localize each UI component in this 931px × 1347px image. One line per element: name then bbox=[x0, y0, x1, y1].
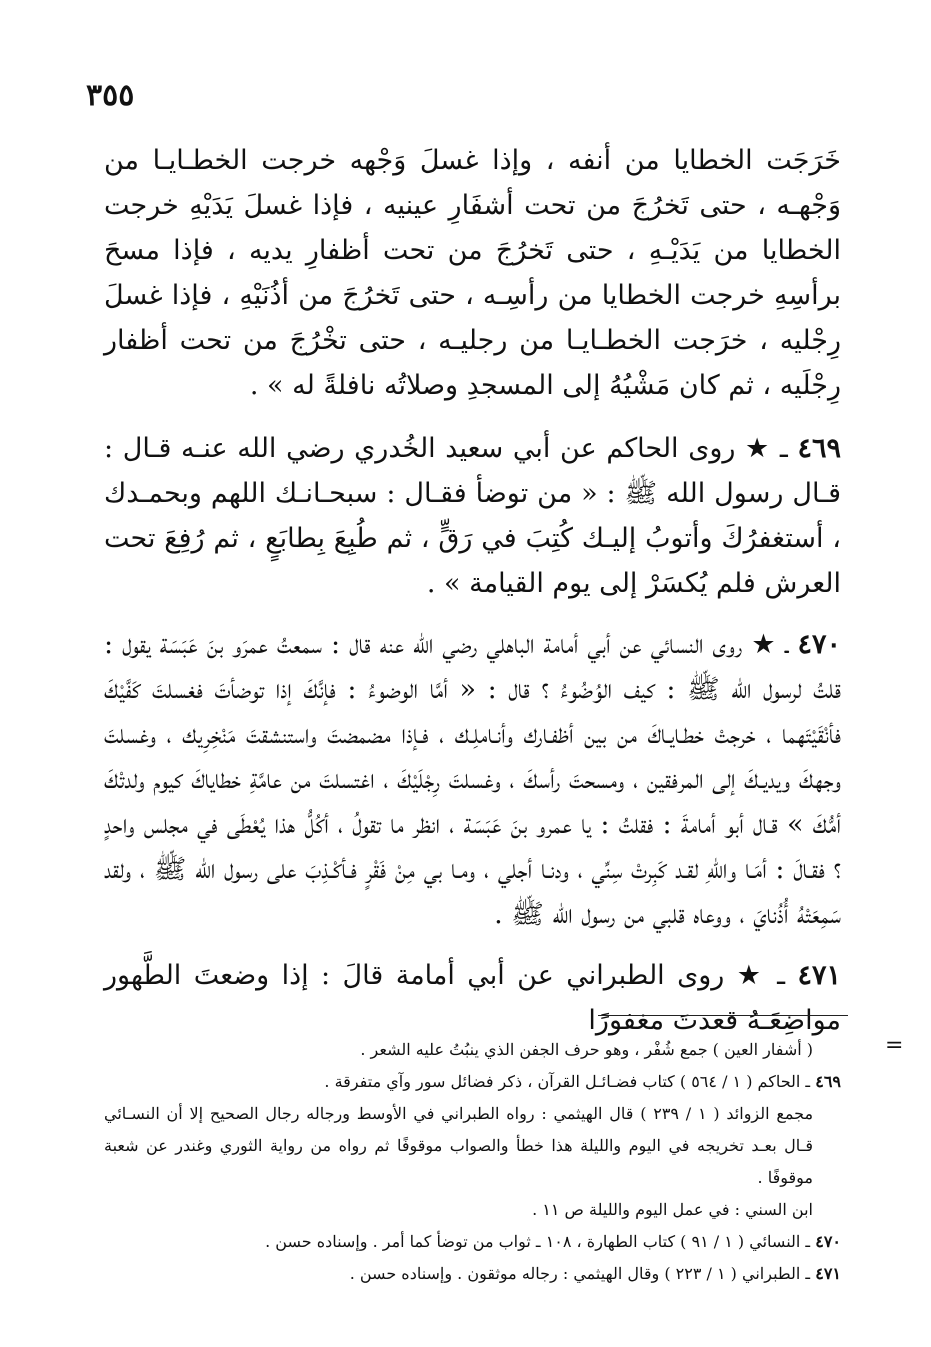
paragraph-continuation bbox=[104, 138, 841, 408]
page-number: ٣٥٥ bbox=[86, 78, 135, 113]
hadith-number: ٤٧١ bbox=[797, 960, 841, 991]
footnote bbox=[104, 1034, 841, 1066]
footnote bbox=[104, 1226, 841, 1258]
hadith-number: ٤٧٠ bbox=[797, 629, 841, 660]
paragraph-text: روى النسائي عن أبي أمامة الباهلي رضي الله عنه قال : سمعتُ عمرَو بنَ عَبَسَة يقول : قلتُ لرسول الله ﷺ : كيف الوُضُوءُ ؟ قال : « أمَّا الوضوءُ : فإنَّكَ إذا توضأتَ فغسلتَ كَفَّيْكَ فأنْقَيْتَهما ، خرجتْ خطـايـاكَ من بين أظفـارك وأنـاملِـك ، فـإذا مضمضتَ واستنشقتَ مَنْخِرِيك ، وغسلتَ وجهكَ ويديـكَ إلى المرفقين ، ومسحتَ رأسكَ ، وغسلتَ رِجْلَيْكَ ، اغتسلتَ من عامَّةِ خطاياكَ كيوم ولدتْكَ أمُّكَ » قـال أبو أمامةَ : فقلتُ : يا عمرو بنَ عَبَسَة ، انظر ما تقولُ ، أكُلُّ هذا يُعْطَى في مجلس واحدٍ ؟ فقـالَ : أمَـا واللهِ لقـد كَبِرتْ سِنِّي ، ودنـا أجلي ، ومـا بي مِنْ فَقْرٍ فـأكْـذِبَ على رسول الله ﷺ ، ولقد سَمِعَتْهُ أُذُنايَ ، ووعاه قلبي من رسول الله ﷺ . bbox=[104, 629, 841, 930]
footnote-text: مجمع الزوائد ( ١ / ٢٣٩ ) قال الهيثمي : رواه الطبراني في الأوسط ورجاله رجال الصحيح إلا أن النسـائي قـال بعـد تخريجه في اليوم والليلة هذا خطأ والصواب موقوفًا ثم رواه من رواية الثوري وغندر عن شعبة موقوفًا . bbox=[104, 1104, 814, 1187]
footnote-text: الطبراني ( ١ / ٢٢٣ ) وقال الهيثمي : رجاله موثقون . وإسناده حسن . bbox=[349, 1264, 801, 1283]
hadith-marker: ـ ★ bbox=[735, 433, 788, 464]
footnote bbox=[104, 1258, 841, 1290]
footnote-number: ٤٧١ bbox=[815, 1264, 841, 1283]
hadith-469 bbox=[104, 426, 841, 606]
footnote bbox=[104, 1066, 841, 1098]
hadith-marker: ـ ★ bbox=[724, 960, 786, 991]
footnote-continuation-mark: = bbox=[885, 1033, 904, 1058]
paragraph-text: خَرَجَت الخطايا من أنفه ، وإذا غسلَ وَجْهه خرجت الخطـايـا من وَجْهـه ، حتى تَخرُجَ من تحت أشفَارِ عينيه ، فإذا غسلَ يَدَيْهِ خرجت الخطايا من يَدَيْـهِ ، حتى تَخرُجَ من تحت أظفارِ يديه ، فإذا مسحَ برأسِهِ خرجت الخطايا من رأسِـه ، حتى تَخرُجَ من أذُنَيْهِ ، فإذا غسلَ رِجْليه ، خرَجت الخطـايـا من رجليـه ، حتى تخْرُجَ من تحت أظفار رِجْلَيه ، ثم كان مَشْيُهُ إلى المسجدِ وصلاتُه نافلةً له » . bbox=[104, 145, 841, 401]
footnote-text: النسائي ( ١ / ٩١ ) كتاب الطهارة ، ١٠٨ ـ ثواب من توضأ كما أمر . وإسناده حسن . bbox=[265, 1232, 801, 1251]
footnote-separator bbox=[598, 1015, 848, 1016]
hadith-number: ٤٦٩ bbox=[797, 433, 841, 464]
footnotes bbox=[104, 1034, 841, 1290]
footnote-number: ٤٧٠ bbox=[815, 1232, 841, 1251]
footnote-text: ( أشفار العين ) جمع شُفْر ، وهو حرف الجفن الذي ينبُتُ عليه الشعر . bbox=[360, 1040, 813, 1059]
footnote-number: ٤٦٩ bbox=[815, 1072, 841, 1091]
footnote-text: ابن السني : في عمل اليوم والليلة ص ١١ . bbox=[532, 1200, 813, 1219]
paragraph-text: روى الحاكم عن أبي سعيد الخُدري رضي الله عنـه قـال : قـال رسول الله ﷺ : « من توضأ فقـال : سبحـانـك اللهم وبحمـدك ، أستغفرُكَ وأتوبُ إليـك كُتِبَ في رَقٍّ ، ثم طُبِعَ بِطابَعٍ ، ثم رُفِعَ تحت العرش فلم يُكسَرْ إلى يوم القيامة » . bbox=[104, 433, 841, 599]
footnote-dash: ـ bbox=[800, 1264, 811, 1283]
footnote-dash: ـ bbox=[800, 1232, 811, 1251]
hadith-471 bbox=[104, 953, 841, 1043]
footnote-text: الحاكم ( ١ / ٥٦٤ ) كتاب فضـائـل القرآن ، ذكر فضائل سور وآي متفرقة . bbox=[324, 1072, 801, 1091]
footnote-dash: ـ bbox=[800, 1072, 811, 1091]
paragraph-text: روى الطبراني عن أبي أمامة قالَ : إذا وضعتَ الطَّهور مواضِعَـهُ قعدتَ مغفورًا bbox=[104, 960, 841, 1036]
hadith-470 bbox=[104, 622, 841, 937]
hadith-marker: ـ ★ bbox=[742, 629, 789, 660]
main-text bbox=[104, 138, 841, 1059]
footnote bbox=[104, 1194, 841, 1226]
footnote bbox=[104, 1098, 841, 1194]
